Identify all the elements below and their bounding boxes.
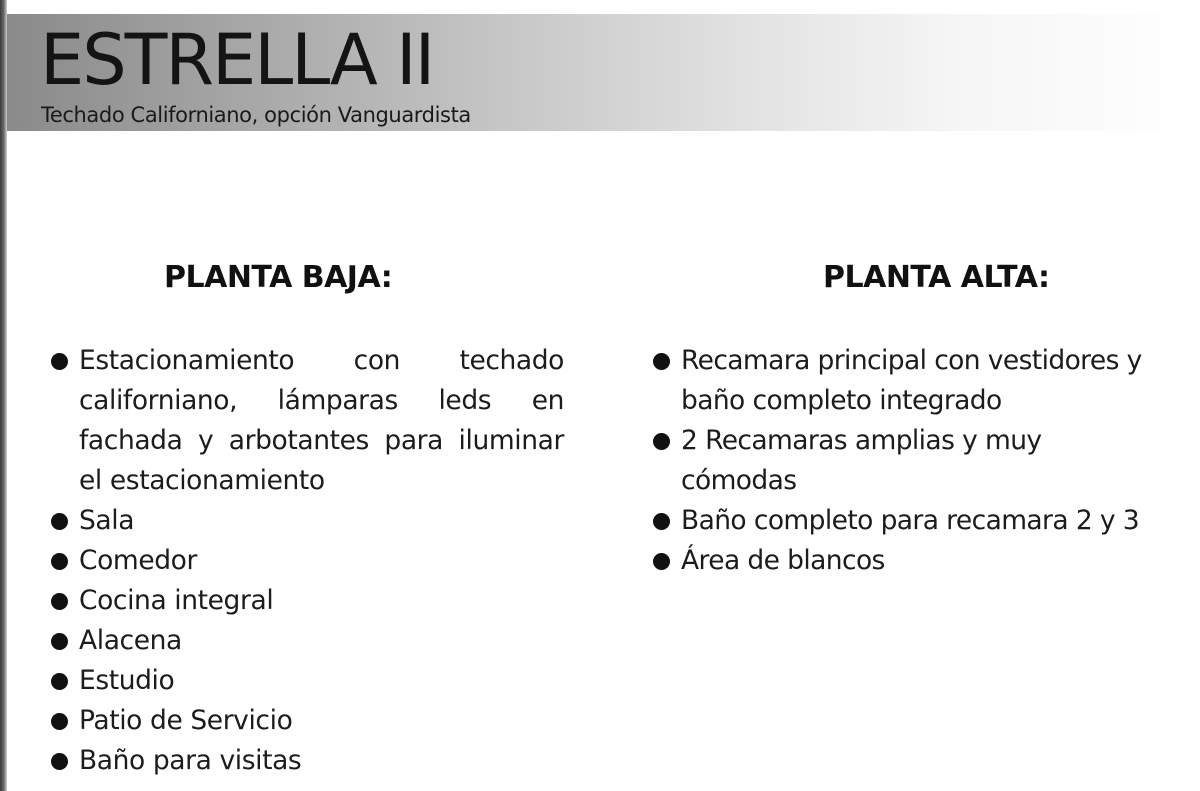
list-item <box>51 621 564 661</box>
list-item-text: Cocina integral <box>79 585 274 616</box>
bullet-icon <box>51 353 68 370</box>
planta-alta-list <box>653 341 1173 581</box>
list-item <box>51 741 564 781</box>
bullet-icon <box>653 553 670 570</box>
list-item-text: Comedor <box>79 545 197 576</box>
bullet-icon <box>51 513 68 530</box>
planta-baja-list <box>51 341 564 781</box>
list-item <box>51 501 564 541</box>
list-item <box>653 541 1173 581</box>
list-item-text: Estacionamiento con techado californiano, lámparas leds en fachada y arbotantes para iluminar el estacionamiento <box>79 345 564 496</box>
list-item-text: 2 Recamaras amplias y muy cómodas <box>681 425 1042 496</box>
bullet-icon <box>51 633 68 650</box>
list-item-text: Baño para visitas <box>79 745 302 776</box>
bullet-icon <box>51 553 68 570</box>
list-item <box>51 541 564 581</box>
bullet-icon <box>653 433 670 450</box>
top-strip <box>7 0 1200 14</box>
list-item <box>51 701 564 741</box>
bullet-icon <box>51 713 68 730</box>
list-item-text: Alacena <box>79 625 182 656</box>
left-edge-border <box>0 0 7 791</box>
page-subtitle: Techado Californiano, opción Vanguardista <box>41 103 471 127</box>
list-item-text: Baño completo para recamara 2 y 3 <box>681 505 1140 536</box>
page-title: ESTRELLA II <box>40 19 434 101</box>
list-item <box>653 341 1173 421</box>
list-item-text: Recamara principal con vestidores y baño completo integrado <box>681 345 1142 416</box>
list-item-text: Sala <box>79 505 135 536</box>
list-item-text: Área de blancos <box>681 545 885 576</box>
list-item <box>51 661 564 701</box>
list-item-text: Patio de Servicio <box>79 705 293 736</box>
planta-alta-heading: PLANTA ALTA: <box>823 260 1050 295</box>
bullet-icon <box>51 593 68 610</box>
list-item <box>51 341 564 501</box>
list-item-text: Estudio <box>79 665 175 696</box>
bullet-icon <box>653 353 670 370</box>
list-item <box>653 501 1173 541</box>
bullet-icon <box>653 513 670 530</box>
bullet-icon <box>51 673 68 690</box>
list-item <box>51 581 564 621</box>
bullet-icon <box>51 753 68 770</box>
list-item <box>653 421 1173 501</box>
planta-baja-heading: PLANTA BAJA: <box>164 260 393 295</box>
